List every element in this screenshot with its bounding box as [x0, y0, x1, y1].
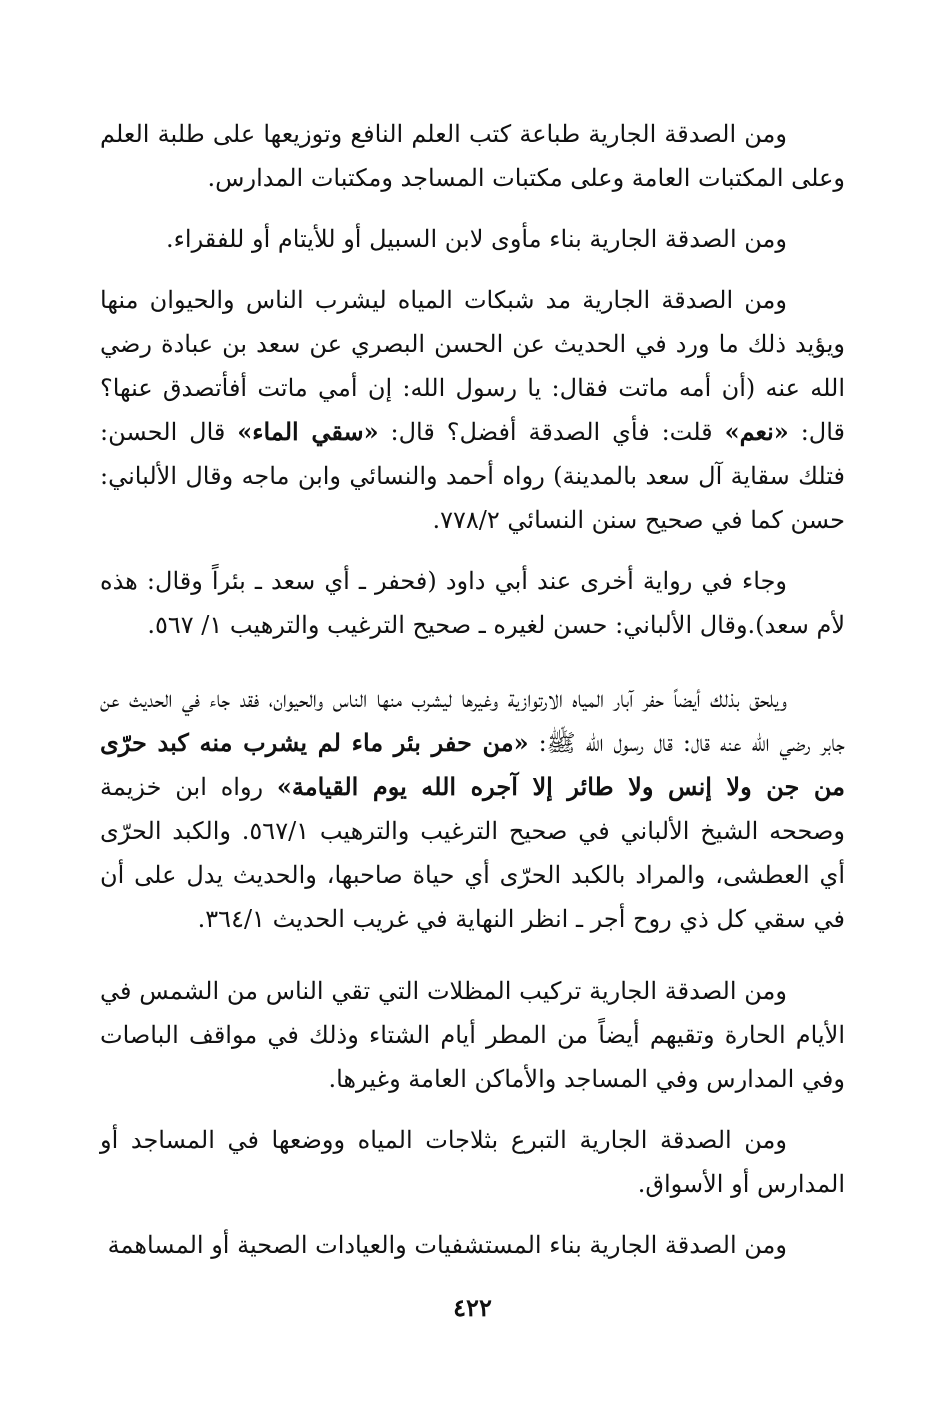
paragraph-7-text: ومن الصدقة الجارية التبرع بثلاجات المياه ووضعها في المساجد أو المدارس أو الأسواق.	[100, 1126, 845, 1198]
paragraph-5-bold-hadith: «من حفر بئر ماء لم يشرب منه كبد حرّى من جن ولا إنس ولا طائر إلا آجره الله يوم القيامة»	[100, 728, 845, 801]
paragraph-2	[100, 217, 845, 261]
paragraph-3-text-b: قلت: فأي الصدقة أفضل؟ قال:	[378, 418, 725, 446]
paragraph-1-text: ومن الصدقة الجارية طباعة كتب العلم النافع وتوزيعها على طلبة العلم وعلى المكتبات العامة وعلى مكتبات المساجد ومكتبات المدارس.	[100, 120, 845, 192]
paragraph-1	[100, 112, 845, 200]
paragraph-8	[100, 1223, 845, 1267]
paragraph-3-text-a: ومن الصدقة الجارية مد شبكات المياه ليشرب الناس والحيوان منها ويؤيد ذلك ما ورد في الحديث عن الحسن البصري عن سعد بن عبادة رضي الله عنه (أن أمه ماتت فقال: يا رسول الله: إن أمي ماتت أفأتصدق عنها؟ قال:	[100, 286, 846, 446]
paragraph-2-text: ومن الصدقة الجارية بناء مأوى لابن السبيل أو للأيتام أو للفقراء.	[165, 225, 787, 253]
paragraph-3-bold-water: «سقي الماء»	[237, 417, 379, 446]
paragraph-6	[100, 969, 845, 1101]
paragraph-7	[100, 1118, 845, 1206]
paragraph-3-bold-answer: «نعم»	[724, 417, 789, 446]
paragraph-6-text: ومن الصدقة الجارية تركيب المظلات التي تقي الناس من الشمس في الأيام الحارة وتقيهم أيضاً من المطر أيام الشتاء وذلك في مواقف الباصات وفي المدارس وفي المساجد والأماكن العامة وغيرها.	[100, 977, 845, 1093]
paragraph-4-text: وجاء في رواية أخرى عند أبي داود (فحفر ـ أي سعد ـ بئراً وقال: هذه لأم سعد).وقال الألباني: حسن لغيره ـ صحيح الترغيب والترهيب ١/ ٥٦٧.	[100, 567, 845, 639]
paragraph-5-text-b: رواه ابن خزيمة وصححه الشيخ الألباني في صحيح الترغيب والترهيب ٥٦٧/١. والكبد الحرّى أي العطشى، والمراد بالكبد الحرّى أي حياة صاحبها، والحديث يدل على أن في سقي كل ذي روح أجر ـ انظر النهاية في غريب الحديث ٣٦٤/١.	[100, 773, 845, 933]
paragraph-8-text: ومن الصدقة الجارية بناء المستشفيات والعيادات الصحية أو المساهمة	[107, 1231, 787, 1259]
paragraph-3	[100, 278, 845, 542]
page-body	[100, 112, 845, 1312]
paragraph-5	[100, 677, 845, 941]
paragraph-5-text-a: ويلحق بذلك أيضاً حفر آبار المياه الارتوازية وغيرها ليشرب منها الناس والحيوان، فقد جاء في الحديث عن جابر رضي الله عنه قال: قال رسول الله ﷺ:	[100, 685, 846, 757]
page-number: ٤٢٢	[453, 1293, 492, 1322]
paragraph-3-text-c: قال الحسن: فتلك سقاية آل سعد بالمدينة) رواه أحمد والنسائي وابن ماجه وقال الألباني: حسن كما في صحيح سنن النسائي ٧٧٨/٢.	[100, 418, 845, 534]
paragraph-4	[100, 559, 845, 647]
